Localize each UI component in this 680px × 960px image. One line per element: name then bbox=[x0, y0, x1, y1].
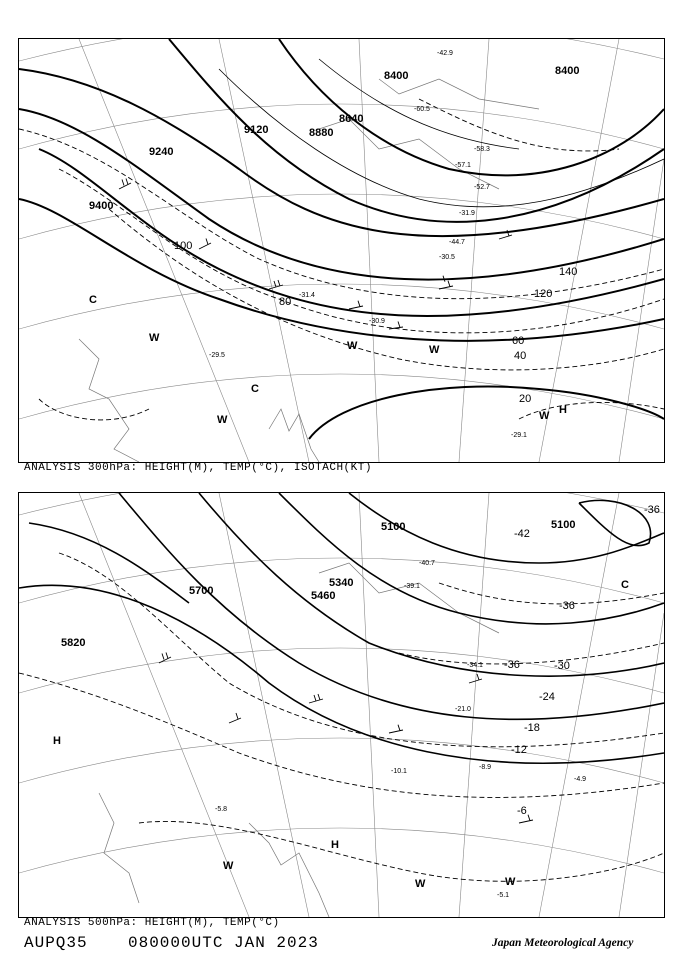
warm-center-marker: W bbox=[347, 340, 358, 352]
agency-credit: Japan Meteorological Agency bbox=[492, 937, 634, 949]
isotach-label: 40 bbox=[514, 350, 527, 362]
coastline bbox=[99, 563, 499, 917]
temp-label: -52.7 bbox=[474, 184, 490, 191]
isotherm-label-group bbox=[504, 504, 660, 817]
isotherm-label: -24 bbox=[539, 691, 555, 703]
isotach-label: 60 bbox=[512, 335, 525, 347]
isotherm-label: -42 bbox=[514, 528, 530, 540]
temp-label: -8.9 bbox=[479, 764, 492, 771]
temp-label: -30.9 bbox=[369, 318, 385, 325]
temp-label: -29.5 bbox=[209, 352, 225, 359]
height-label: 8880 bbox=[309, 127, 334, 139]
temp-label: -57.1 bbox=[455, 162, 471, 169]
chart-product-id: AUPQ35 bbox=[24, 934, 88, 952]
temp-label: -60.5 bbox=[414, 106, 430, 113]
height-contours bbox=[19, 39, 664, 439]
chart-valid-time: 080000UTC JAN 2023 bbox=[128, 934, 319, 952]
map-500hpa bbox=[19, 493, 664, 917]
warm-center-marker: W bbox=[505, 876, 516, 888]
graticule bbox=[19, 39, 664, 462]
graticule bbox=[19, 493, 664, 917]
temp-label: -31.9 bbox=[459, 210, 475, 217]
temp-label: -31.4 bbox=[299, 292, 315, 299]
height-label: 9240 bbox=[149, 146, 174, 158]
panel-caption-300hpa: ANALYSIS 300hPa: HEIGHT(M), TEMP(°C), ISOTACH(KT) bbox=[24, 462, 372, 474]
height-label: 8400 bbox=[384, 70, 409, 82]
temp-label: -30.5 bbox=[439, 254, 455, 261]
temp-label: -34.1 bbox=[467, 662, 483, 669]
isotach-label: 20 bbox=[519, 393, 532, 405]
height-contours bbox=[19, 493, 664, 763]
height-label: 8400 bbox=[555, 65, 580, 77]
isotherm-label: -12 bbox=[511, 744, 527, 756]
temp-label: -4.9 bbox=[574, 776, 587, 783]
height-label: 5700 bbox=[189, 585, 214, 597]
warm-center-marker: W bbox=[217, 414, 228, 426]
isotach-label: 80 bbox=[279, 296, 292, 308]
temp-label: -39.1 bbox=[404, 583, 420, 590]
height-label: 8640 bbox=[339, 113, 364, 125]
height-label-group bbox=[61, 519, 575, 649]
isotherm-label: -6 bbox=[517, 805, 527, 817]
isotherm-label: -36 bbox=[504, 659, 520, 671]
temp-label: -40.7 bbox=[419, 560, 435, 567]
map-300hpa bbox=[19, 39, 664, 462]
temp-label: -42.9 bbox=[437, 50, 453, 57]
warm-center-marker: W bbox=[415, 878, 426, 890]
temp-label: -10.1 bbox=[391, 768, 407, 775]
temp-label: -44.7 bbox=[449, 239, 465, 246]
temp-label: -5.1 bbox=[497, 892, 510, 899]
isotach-label: 120 bbox=[534, 288, 553, 300]
warm-center-marker: W bbox=[539, 410, 550, 422]
temp-label: -29.1 bbox=[511, 432, 527, 439]
isotherm-label: -18 bbox=[524, 722, 540, 734]
height-label: 5820 bbox=[61, 637, 86, 649]
map-panel-500hpa bbox=[18, 492, 665, 918]
height-label: 5100 bbox=[381, 521, 406, 533]
temp-label: -21.0 bbox=[455, 706, 471, 713]
isotherm-label: -36 bbox=[559, 600, 575, 612]
height-label: 9120 bbox=[244, 124, 269, 136]
high-center-marker: H bbox=[53, 735, 61, 747]
warm-center-marker: W bbox=[149, 332, 160, 344]
panel-caption-500hpa: ANALYSIS 500hPa: HEIGHT(M), TEMP(°C) bbox=[24, 917, 280, 929]
height-label-group bbox=[89, 65, 579, 212]
isotach-label: 140 bbox=[559, 266, 578, 278]
cold-center-marker: C bbox=[89, 294, 97, 306]
height-label: 5460 bbox=[311, 590, 336, 602]
isotherm-label: -30 bbox=[554, 660, 570, 672]
cold-center-marker: C bbox=[251, 383, 259, 395]
warm-center-marker: W bbox=[223, 860, 234, 872]
isotherm-label: -36 bbox=[644, 504, 660, 516]
height-label: 5340 bbox=[329, 577, 354, 589]
isotach-label: 100 bbox=[174, 240, 193, 252]
isotach-contours bbox=[19, 99, 664, 420]
pressure-centers bbox=[89, 294, 567, 426]
high-center-marker: H bbox=[331, 839, 339, 851]
isotherms bbox=[219, 59, 664, 207]
temp-label: -5.8 bbox=[215, 806, 228, 813]
map-panel-300hpa bbox=[18, 38, 665, 463]
height-label: 9400 bbox=[89, 200, 114, 212]
height-label: 5100 bbox=[551, 519, 576, 531]
cold-center-marker: C bbox=[621, 579, 629, 591]
temp-label: -58.3 bbox=[474, 146, 490, 153]
high-center-marker: H bbox=[559, 404, 567, 416]
warm-center-marker: W bbox=[429, 344, 440, 356]
